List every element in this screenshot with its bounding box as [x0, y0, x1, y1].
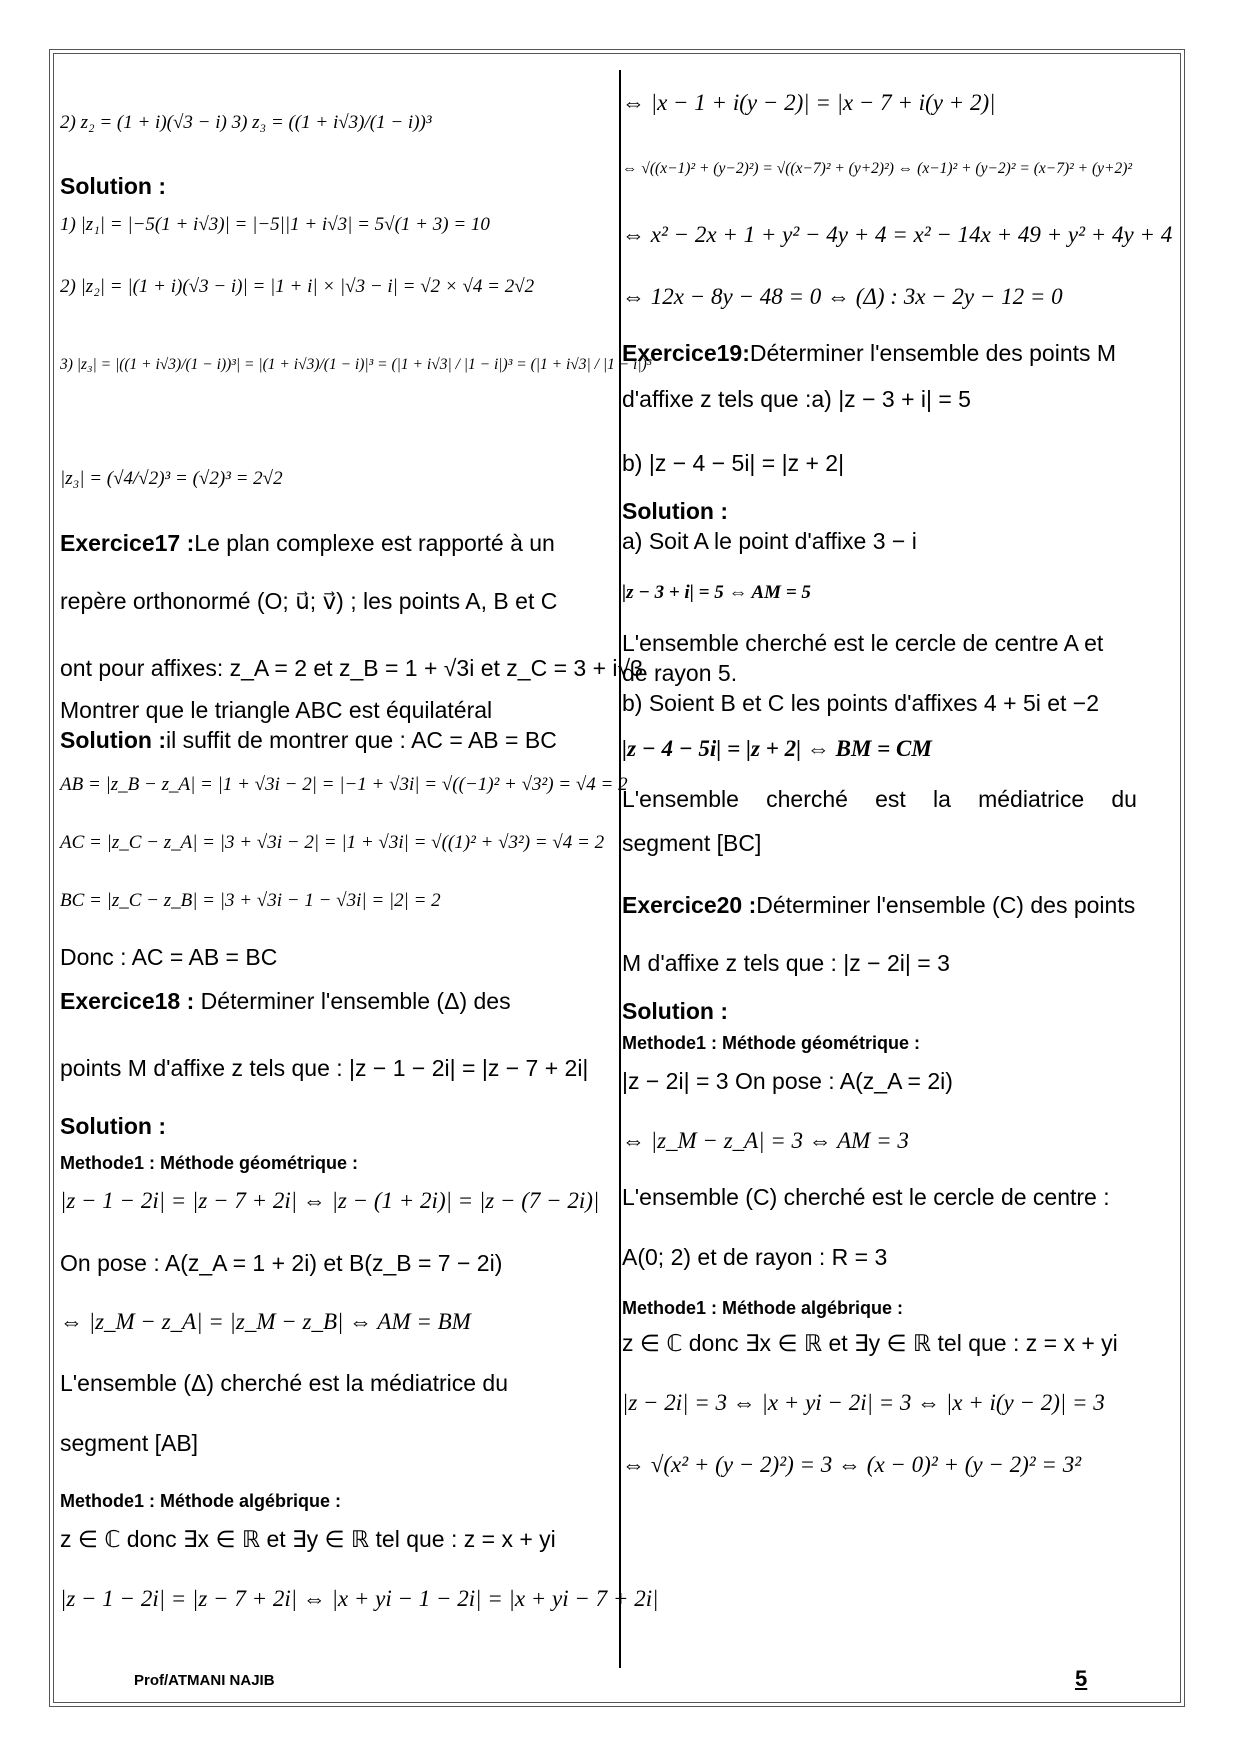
bc-computation: BC = |z_C − z_B| = |3 + √3i − 1 − √3i| = |2| = 2	[60, 890, 441, 911]
exercise18-title	[60, 986, 511, 1016]
solution-heading: Solution :	[622, 998, 729, 1024]
column-divider	[619, 70, 621, 1668]
exercise18-label: Exercice18 :	[60, 988, 195, 1014]
exercise20-geometric-1: |z − 2i| = 3 On pose : A(z_A = 2i)	[622, 1068, 953, 1094]
method-algebraic-heading: Methode1 : Méthode algébrique :	[622, 1298, 904, 1318]
word: L'ensemble	[622, 786, 739, 812]
geometric-line-5: segment [AB]	[60, 1430, 199, 1456]
exercise19-equivalence-b: |z − 4 − 5i| = |z + 2| ⇔ BM = CM	[622, 736, 932, 761]
exercise19-label: Exercice19:	[622, 340, 750, 366]
geometric-line-4: L'ensemble (Δ) cherché est la médiatrice du	[60, 1370, 509, 1396]
algebraic-line-4: ⇔ √((x−1)² + (y−2)²) = √((x−7)² + (y+2)²) ⇔ (x−1)² + (y−2)² = (x−7)² + (y+2)²	[622, 160, 1133, 177]
footer-page-number: 5	[1075, 1666, 1088, 1691]
ab-computation: AB = |z_B − z_A| = |1 + √3i − 2| = |−1 + √3i| = √((−1)² + √3²) = √4 = 2	[60, 774, 628, 795]
exercise19-equivalence-a: |z − 3 + i| = 5 ⇔ AM = 5	[622, 582, 811, 603]
solution-line-1: 1) |z₁| = |−5(1 + i√3)| = |−5||1 + i√3| = 5√(1 + 3) = 10	[60, 214, 490, 235]
exercise19-conclusion-b-2: segment [BC]	[622, 830, 762, 856]
exercise19-title	[622, 338, 1116, 368]
exercise19-solution-b: b) Soient B et C les points d'affixes 4 + 5i et −2	[622, 690, 1100, 716]
exercise17-title	[60, 528, 555, 558]
exercise20-geometric-4: A(0; 2) et de rayon : R = 3	[622, 1244, 888, 1270]
exercise17-line-4: Montrer que le triangle ABC est équilatéral	[60, 697, 493, 723]
solution-label: Solution :	[60, 727, 167, 753]
exercise20-algebraic-1: z ∈ ℂ donc ∃x ∈ ℝ et ∃y ∈ ℝ tel que : z = x + yi	[622, 1330, 1118, 1356]
solution-heading: Solution :	[60, 173, 167, 199]
exercise20-title	[622, 890, 1135, 920]
method-geometric-heading: Methode1 : Méthode géométrique :	[60, 1153, 359, 1173]
algebraic-line-3: ⇔ |x − 1 + i(y − 2)| = |x − 7 + i(y + 2)|	[622, 90, 996, 115]
exercise19-statement: Déterminer l'ensemble des points M	[749, 340, 1117, 366]
exercise19-conclusion-b-1	[622, 784, 1137, 814]
exercise19-line-2: d'affixe z tels que :a) |z − 3 + i| = 5	[622, 386, 971, 412]
exercise17-solution	[60, 725, 557, 755]
solution-heading: Solution :	[60, 1113, 167, 1139]
word: est	[875, 786, 906, 812]
method-algebraic-heading: Methode1 : Méthode algébrique :	[60, 1491, 342, 1511]
exercise20-geometric-2: ⇔ |z_M − z_A| = 3 ⇔ AM = 3	[622, 1128, 909, 1153]
solution-line-4: |z₃| = (√4/√2)³ = (√2)³ = 2√2	[60, 468, 283, 489]
word: cherché	[766, 786, 848, 812]
exercise19-conclusion-a-2: de rayon 5.	[622, 660, 738, 686]
exercise20-label: Exercice20 :	[622, 892, 757, 918]
method-geometric-heading: Methode1 : Méthode géométrique :	[622, 1033, 921, 1053]
exercise19-solution-a: a) Soit A le point d'affixe 3 − i	[622, 528, 917, 554]
word: médiatrice	[978, 786, 1085, 812]
geometric-line-1: |z − 1 − 2i| = |z − 7 + 2i| ⇔ |z − (1 + 2i)| = |z − (7 − 2i)|	[60, 1188, 600, 1213]
word: la	[933, 786, 951, 812]
solution-text: il suffit de montrer que : AC = AB = BC	[166, 727, 557, 753]
geometric-line-3: ⇔ |z_M − z_A| = |z_M − z_B| ⇔ AM = BM	[60, 1309, 471, 1334]
solution-line-3: 3) |z₃| = |((1 + i√3)/(1 − i))³| = |(1 + i√3)/(1 − i)|³ = (|1 + i√3| / |1 − i|)³ = (|1 + i√3| / |1 − i|)³	[60, 356, 652, 373]
exercise18-line-2: points M d'affixe z tels que : |z − 1 − 2i| = |z − 7 + 2i|	[60, 1055, 589, 1081]
exercise19-line-3: b) |z − 4 − 5i| = |z + 2|	[622, 450, 845, 476]
exercise18-statement: Déterminer l'ensemble (Δ) des	[194, 988, 511, 1014]
exercise20-geometric-3: L'ensemble (C) cherché est le cercle de centre :	[622, 1184, 1110, 1210]
exercise17-statement: Le plan complexe est rapporté à un	[194, 530, 555, 556]
footer-author: Prof/ATMANI NAJIB	[134, 1672, 275, 1689]
geometric-line-2: On pose : A(z_A = 1 + 2i) et B(z_B = 7 − 2i)	[60, 1250, 503, 1276]
algebraic-line-6: ⇔ 12x − 8y − 48 = 0 ⇔ (Δ) : 3x − 2y − 12 = 0	[622, 284, 1063, 309]
solution-line-2: 2) |z₂| = |(1 + i)(√3 − i)| = |1 + i| × |√3 − i| = √2 × √4 = 2√2	[60, 276, 535, 297]
solution-heading: Solution :	[622, 498, 729, 524]
exercise19-conclusion-a-1: L'ensemble cherché est le cercle de centre A et	[622, 630, 1104, 656]
exercise20-statement: Déterminer l'ensemble (C) des points	[756, 892, 1136, 918]
exercise20-algebraic-2: |z − 2i| = 3 ⇔ |x + yi − 2i| = 3 ⇔ |x + i(y − 2)| = 3	[622, 1390, 1105, 1415]
exercise17-label: Exercice17 :	[60, 530, 195, 556]
exercise17-line-3: ont pour affixes: z_A = 2 et z_B = 1 + √3i et z_C = 3 + i√3	[60, 655, 643, 681]
word: du	[1111, 786, 1137, 812]
exercise17-line-2: repère orthonormé (O; u⃗; v⃗) ; les points A, B et C	[60, 588, 558, 614]
exercise20-line-2: M d'affixe z tels que : |z − 2i| = 3	[622, 950, 950, 976]
exercise-items-2-3: 2) z₂ = (1 + i)(√3 − i) 3) z₃ = ((1 + i√3)/(1 − i))³	[60, 112, 432, 133]
exercise20-algebraic-3: ⇔ √(x² + (y − 2)²) = 3 ⇔ (x − 0)² + (y − 2)² = 3²	[622, 1452, 1082, 1477]
algebraic-line-1: z ∈ ℂ donc ∃x ∈ ℝ et ∃y ∈ ℝ tel que : z = x + yi	[60, 1526, 556, 1552]
algebraic-line-2: |z − 1 − 2i| = |z − 7 + 2i| ⇔ |x + yi − 1 − 2i| = |x + yi − 7 + 2i|	[60, 1586, 659, 1611]
algebraic-line-5: ⇔ x² − 2x + 1 + y² − 4y + 4 = x² − 14x + 49 + y² + 4y + 4	[622, 222, 1173, 247]
ac-computation: AC = |z_C − z_A| = |3 + √3i − 2| = |1 + √3i| = √((1)² + √3²) = √4 = 2	[60, 832, 605, 853]
conclusion-line: Donc : AC = AB = BC	[60, 944, 278, 970]
